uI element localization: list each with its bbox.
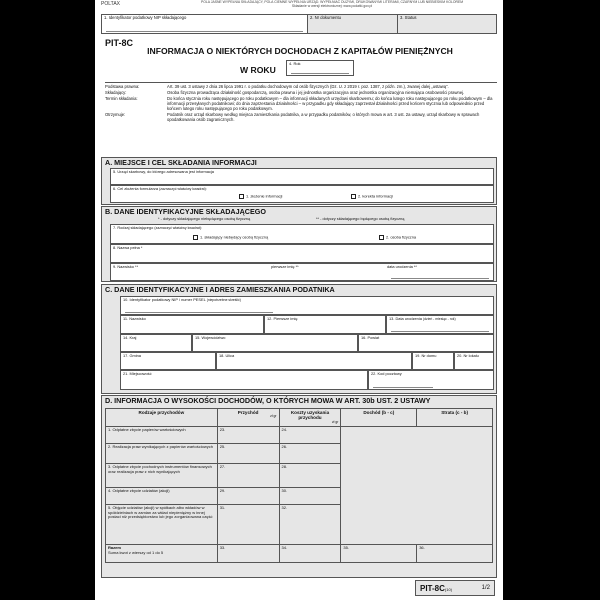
section-c	[101, 284, 497, 394]
info-row: Termin składania: Do końca stycznia roku następującego po roku podatkowym – dla informacji składanych urzędowi skarbowemu; do końca lutego roku następującego po roku podatkowym – dla informacji przesyłanych podatnikowi; do dnia zaprzestania działalności – w przypadku gdy składający zaprzestał działalności przed końcem stycznia lub odpowiednio przed końcem lutego roku następującego po roku podatkowym.	[105, 96, 493, 111]
revenue-cell[interactable]: 31.	[217, 505, 279, 545]
info-row: Otrzymuje: Podatnik oraz urząd skarbowy według miejsca zamieszkania podatnika, a w przypadku podatników, o których mowa w art. 3 ust. 2a ustawy, urząd skarbowy w sprawach opodatkowania osób zagranicznych.	[105, 112, 480, 122]
option-person[interactable]: 2. osoba fizyczna	[379, 235, 416, 240]
footer-form-code: PIT-8C(10) 1/2	[415, 580, 495, 596]
revenue-cell[interactable]: 25.	[217, 444, 279, 464]
filer-type-field: 7. Rodzaj składającego (zaznaczyć właściwy kwadrat): 1. składający niebędący osobą fizyczną 2. osoba fizyczna	[110, 224, 494, 244]
col-revenue: Przychód zł gr	[217, 409, 279, 427]
table-row	[106, 427, 493, 444]
table-row-total	[106, 545, 493, 563]
page-number: 1/2	[481, 585, 490, 591]
checkbox[interactable]	[379, 235, 384, 240]
col-costs: Koszty uzyskania przychodu zł gr	[279, 409, 341, 427]
year-label: W ROKU	[240, 65, 276, 75]
option-non-person[interactable]: 1. składający niebędący osobą fizyczną	[193, 235, 268, 240]
tax-office-field[interactable]: 5. Urząd skarbowy, do którego adresowana jest informacja	[110, 168, 494, 185]
birth-date-field[interactable]: 13. Data urodzenia (dzień - miesiąc - rok)	[386, 315, 494, 334]
person-name-field[interactable]: 9. Nazwisko ** pierwsze imię ** data urodzenia **	[110, 263, 494, 281]
revenue-cell[interactable]: 23.	[217, 427, 279, 444]
option-submission[interactable]: 1. złożenie informacji	[239, 194, 282, 199]
section-a	[101, 157, 497, 205]
document-number-field: 2. Nr dokumentu	[308, 15, 398, 33]
row-label: 4. Odpłatne zbycie udziałów (akcji)	[106, 488, 218, 505]
info-row: Podstawa prawna: Art. 39 ust. 3 ustawy z dnia 26 lipca 1991 r. o podatku dochodowym od osób fizycznych (Dz. U. z 2019 r. poz. 1387, z późn. zm.), zwanej dalej „ustawą”.	[105, 83, 449, 89]
form-title: INFORMACJA O NIEKTÓRYCH DOCHODACH Z KAPITAŁÓW PIENIĘŻNYCH	[147, 46, 453, 56]
checkbox[interactable]	[193, 235, 198, 240]
birth-date-label: data urodzenia **	[387, 263, 417, 269]
postal-code-field[interactable]: 22. Kod pocztowy	[368, 370, 494, 390]
costs-cell[interactable]: 26.	[279, 444, 341, 464]
municipality-field[interactable]: 17. Gmina	[120, 352, 216, 370]
total-costs-cell[interactable]: 34.	[279, 545, 341, 563]
form-code: PIT-8C	[105, 38, 134, 48]
province-field[interactable]: 15. Województwo	[192, 334, 358, 352]
street-field[interactable]: 18. Ulica	[216, 352, 412, 370]
form-page	[95, 0, 503, 600]
city-field[interactable]: 21. Miejscowość	[120, 370, 368, 390]
surname-field[interactable]: 11. Nazwisko	[120, 315, 264, 334]
identifier-row	[101, 14, 497, 34]
section-b	[101, 206, 497, 282]
legal-info	[105, 82, 497, 123]
purpose-field: 6. Cel złożenia formularza (zaznaczyć właściwy kwadrat): 1. złożenie informacji 2. korekta informacji	[110, 185, 494, 203]
note-non-person: * - dotyczy składającego niebędącego osobą fizyczną	[158, 216, 251, 221]
section-d-title: D. INFORMACJA O WYSOKOŚCI DOCHODÓW, O KTÓRYCH MOWA W ART. 30b UST. 2 USTAWY	[105, 396, 431, 405]
checkbox[interactable]	[239, 194, 244, 199]
note-person: ** - dotyczy składającego będącego osobą fizyczną	[316, 216, 405, 221]
total-loss-cell[interactable]: 36.	[417, 545, 493, 563]
instructions-note: POLA JASNE WYPEŁNIA SKŁADAJĄCY, POLA CIEMNE WYPEŁNIA URZĄD. WYPEŁNIAĆ DUŻYMI, DRUKOWANYMI LITERAMI, CZARNYM LUB NIEBIESKIM KOLOREM Składanie w wersji elektronicznej: www.podatki.gov.pl	[200, 0, 464, 8]
total-income-cell[interactable]: 35.	[341, 545, 417, 563]
revenue-cell[interactable]: 27.	[217, 464, 279, 488]
revenue-cell[interactable]: 29.	[217, 488, 279, 505]
info-row: Składający: Osoba fizyczna prowadząca działalność gospodarczą, osoba prawna i jej jednostka organizacyjna oraz jednostka organizacyjna niemająca osobowości prawnej.	[105, 89, 465, 95]
full-name-field[interactable]: 8. Nazwa pełna *	[110, 244, 494, 263]
first-name-label: pierwsze imię **	[271, 263, 299, 269]
shaded-area	[341, 427, 493, 545]
year-field[interactable]: 4. Rok	[286, 60, 354, 76]
costs-cell[interactable]: 30.	[279, 488, 341, 505]
first-name-field[interactable]: 12. Pierwsze imię	[264, 315, 386, 334]
col-income: Dochód (b - c)	[341, 409, 417, 427]
brand-label: POLTAX	[101, 1, 120, 7]
row-label: 2. Realizacja praw wynikających z papierów wartościowych	[106, 444, 218, 464]
costs-cell[interactable]: 32.	[279, 505, 341, 545]
county-field[interactable]: 16. Powiat	[358, 334, 494, 352]
col-income-type: Rodzaje przychodów	[106, 409, 218, 427]
col-loss: Strata (c - b)	[417, 409, 493, 427]
row-label: 3. Odpłatne zbycie pochodnych instrumentów finansowych oraz realizacja praw z nich wynikających	[106, 464, 218, 488]
total-revenue-cell[interactable]: 33.	[217, 545, 279, 563]
row-label-total: Razem Suma kwot z wierszy od 1 do 5	[106, 545, 218, 563]
section-b-title: B. DANE IDENTYFIKACYJNE SKŁADAJĄCEGO	[105, 207, 266, 216]
country-field[interactable]: 14. Kraj	[120, 334, 192, 352]
status-field: 3. Status	[400, 15, 417, 20]
costs-cell[interactable]: 24.	[279, 427, 341, 444]
table-header	[106, 409, 493, 427]
row-label: 1. Odpłatne zbycie papierów wartościowych	[106, 427, 218, 444]
taxpayer-id-field[interactable]: 10. Identyfikator podatkowy NIP / numer PESEL (niepotrzebne skreślić)	[120, 296, 494, 315]
section-a-title: A. MIEJSCE I CEL SKŁADANIA INFORMACJI	[105, 158, 257, 167]
section-c-title: C. DANE IDENTYFIKACYJNE I ADRES ZAMIESZKANIA PODATNIKA	[105, 285, 335, 294]
row-label: 5. Objęcie udziałów (akcji) w spółkach albo wkładów w spółdzielniach w zamian za wkład niepieniężny w innej postaci niż przedsiębiorstwo lub jego zorganizowana część	[106, 505, 218, 545]
house-number-field[interactable]: 19. Nr domu	[412, 352, 454, 370]
costs-cell[interactable]: 28.	[279, 464, 341, 488]
nip-field[interactable]: 1. Identyfikator podatkowy NIP składającego	[102, 15, 308, 33]
apartment-number-field[interactable]: 20. Nr lokalu	[454, 352, 494, 370]
checkbox[interactable]	[351, 194, 356, 199]
income-table	[105, 408, 493, 563]
option-correction[interactable]: 2. korekta informacji	[351, 194, 393, 199]
